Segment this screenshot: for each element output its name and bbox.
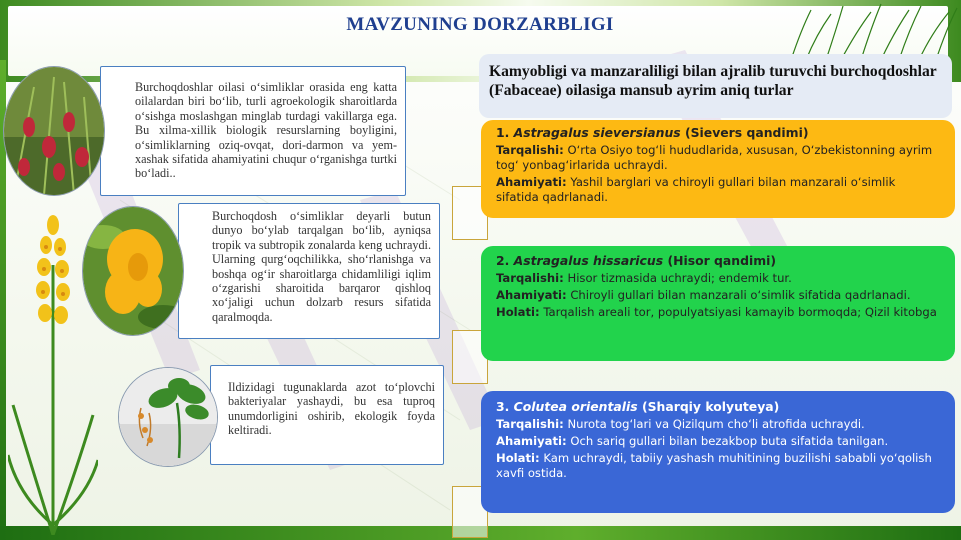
species-2-sig-label: Ahamiyati: xyxy=(496,288,567,303)
species-3-dist: Nurota tog‘lari va Qizilqum cho‘li atrofida uchraydi. xyxy=(567,417,865,432)
intro-box-2-text: Burchoqdosh o‘simliklar deyarli butun dunyo bo‘ylab tarqalgan bo‘lib, ayniqsa tropik va subtropik zonalarda keng uchraydi. Ularning qurg‘oqchilikka, sho‘rlanishga va boshqa og‘ir sharoitlarga chidamliligi iqlim o‘zgarishi sharoitida barqaror qishloq xo‘jaligi uchun dolzarb resurs sifatida qaralmoqda. xyxy=(212,209,431,324)
species-3-latin: Colutea orientalis xyxy=(513,399,638,414)
species-2-dist: Hisor tizmasida uchraydi; endemik tur. xyxy=(567,271,792,286)
species-3-status: Kam uchraydi, tabiiy yashash muhitining buzilishi sababli yo‘qolish xavfi ostida. xyxy=(496,451,932,481)
species-2-common: (Hisor qandimi) xyxy=(667,253,777,268)
grass-decoration-icon xyxy=(781,0,961,60)
species-2-status: Tarqalish areali tor, populyatsiyasi kamayib bormoqda; Qizil kitobga xyxy=(543,305,937,320)
flowering-plant-illustration xyxy=(8,205,98,535)
species-1-latin: Astragalus sieversianus xyxy=(513,125,681,140)
intro-box-1-text: Burchoqdoshlar oilasi o‘simliklar orasida eng katta oilalardan biri bo‘lib, turli agroekologik sharoitlarda o‘sishga moslashgan minglab turdagi vakillarga ega. Bu xilma-xillik biologik resurslarning boyligini, o‘simliklarning oziq-ovqat, dori-darmon va yem-xashak sifatida ahamiyatini chuqur o‘rganishga turtki bo‘ladi.. xyxy=(135,80,397,181)
intro-box-1 xyxy=(100,66,406,196)
species-3-sig-label: Ahamiyati: xyxy=(496,434,567,449)
root-nodule-diagram xyxy=(118,367,218,467)
species-3-number: 3. xyxy=(496,399,510,414)
species-2-sig: Chiroyli gullari bilan manzarali o‘simlik sifatida qadrlanadi. xyxy=(570,288,911,303)
species-card-3 xyxy=(481,391,955,513)
species-card-2 xyxy=(481,246,955,361)
species-3-dist-label: Tarqalishi: xyxy=(496,417,564,432)
species-3-status-label: Holati: xyxy=(496,451,540,466)
species-2-number: 2. xyxy=(496,253,510,268)
species-header-panel xyxy=(479,54,952,118)
species-2-dist-label: Tarqalishi: xyxy=(496,271,564,286)
species-2-status-label: Holati: xyxy=(496,305,540,320)
species-1-common: (Sievers qandimi) xyxy=(684,125,809,140)
intro-box-3-text: Ildizidagi tugunaklarda azot to‘plovchi bakteriyalar yashaydi, bu esa tuproq unumdorligini oshirib, ekologik foyda keltiradi. xyxy=(228,380,435,438)
red-pod-plant-photo xyxy=(3,66,105,196)
species-1-dist-label: Tarqalishi: xyxy=(496,143,564,158)
species-3-sig: Och sariq gullari bilan bezakbop buta sifatida tanilgan. xyxy=(570,434,889,449)
species-1-number: 1. xyxy=(496,125,510,140)
intro-box-3 xyxy=(210,365,444,465)
species-1-sig-label: Ahamiyati: xyxy=(496,175,567,190)
species-card-1 xyxy=(481,120,955,218)
species-2-latin: Astragalus hissaricus xyxy=(513,253,664,268)
species-1-sig: Yashil barglari va chiroyli gullari bilan manzarali o‘simlik sifatida qadrlanadi. xyxy=(496,175,896,205)
species-header-text: Kamyobligi va manzaraliligi bilan ajralib turuvchi burchoqdoshlar (Fabaceae) oilasiga mansub ayrim aniq turlar xyxy=(489,63,937,99)
species-1-dist: O‘rta Osiyo tog‘li hududlarida, xususan, O‘zbekistonning ayrim tog‘ yonbag‘irlarida uchraydi. xyxy=(496,143,933,173)
intro-box-2 xyxy=(178,203,440,339)
page-title: MAVZUNING DORZARBLIGI xyxy=(346,14,614,35)
species-3-common: (Sharqiy kolyuteya) xyxy=(641,399,780,414)
